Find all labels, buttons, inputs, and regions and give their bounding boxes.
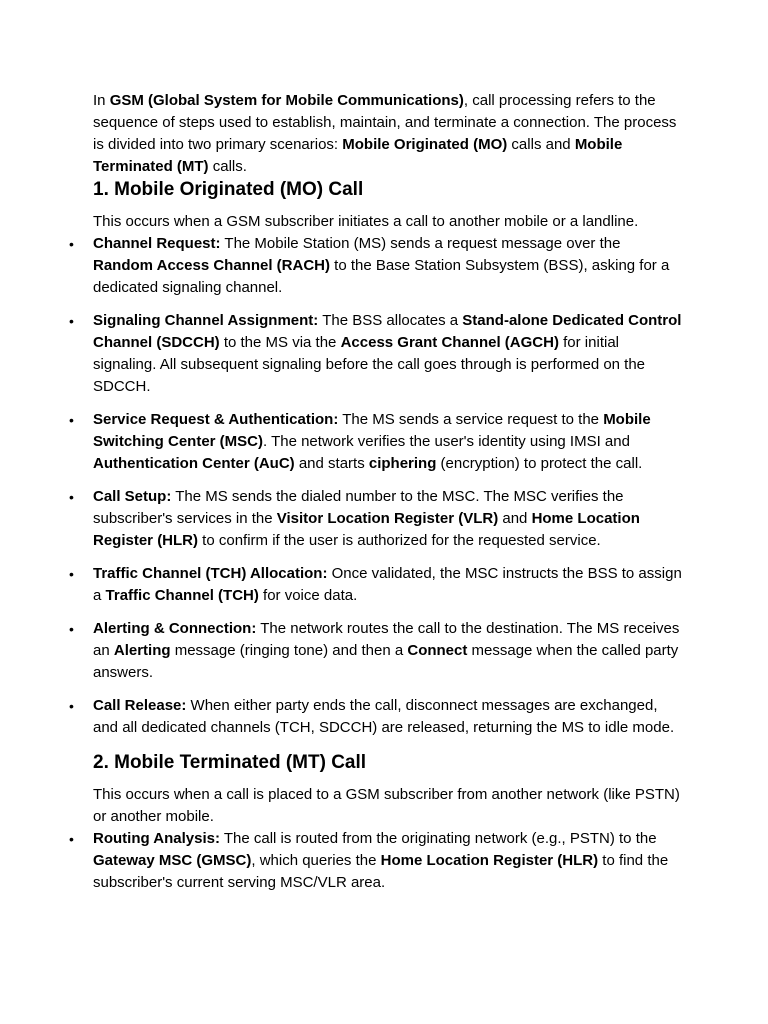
bold-text: Traffic Channel (TCH) Allocation: xyxy=(93,565,328,582)
text-run: calls. xyxy=(208,158,247,175)
bullet-list-mt xyxy=(69,828,683,894)
list-item xyxy=(69,486,683,552)
text-run: calls and xyxy=(507,136,575,153)
bold-text: Routing Analysis: xyxy=(93,830,220,847)
document-page xyxy=(69,90,683,905)
bold-text: Traffic Channel (TCH) xyxy=(105,587,259,604)
list-item xyxy=(69,409,683,475)
bold-text: Mobile Switching Center (MSC) xyxy=(93,411,651,450)
text-run: , call processing refers to the sequence of steps used to establish, maintain, and terminate a connection. The process is divided into two primary scenarios: xyxy=(93,92,677,153)
bullet-icon: • xyxy=(69,566,74,582)
text-run: The Mobile Station (MS) sends a request message over the xyxy=(220,235,621,252)
bold-text: Channel Request: xyxy=(93,235,221,252)
text-run: to the MS via the xyxy=(219,334,341,351)
section-heading-mt: 2. Mobile Terminated (MT) Call xyxy=(93,752,367,773)
text-run: The MS sends the dialed number to the MSC. The MSC verifies the subscriber's services in the xyxy=(93,488,624,527)
text-run: for initial signaling. All subsequent signaling before the call goes through is performed on the SDCCH. xyxy=(93,334,646,395)
text-run: Once validated, the MSC instructs the BSS to assign a xyxy=(93,565,682,604)
bullet-icon: • xyxy=(69,236,74,252)
section-description-mo: This occurs when a GSM subscriber initiates a call to another mobile or a landline. xyxy=(93,213,639,230)
list-item xyxy=(69,618,683,684)
bold-text: Alerting & Connection: xyxy=(93,620,257,637)
list-item xyxy=(69,563,683,607)
bold-text: Call Release: xyxy=(93,697,187,714)
list-item xyxy=(69,233,683,299)
bold-text: Authentication Center (AuC) xyxy=(93,455,295,472)
text-run: When either party ends the call, disconnect messages are exchanged, and all dedicated channels (TCH, SDCCH) are released, returning the MS to idle mode. xyxy=(93,697,675,736)
bold-text: Signaling Channel Assignment: xyxy=(93,312,319,329)
bold-text: Connect xyxy=(407,642,468,659)
text-run: to the Base Station Subsystem (BSS), asking for a dedicated signaling channel. xyxy=(93,257,670,296)
bullet-icon: • xyxy=(69,313,74,329)
text-run: , which queries the xyxy=(251,852,381,869)
bold-text: Mobile Originated (MO) xyxy=(342,136,508,153)
bullet-icon: • xyxy=(69,621,74,637)
list-item xyxy=(69,695,683,739)
text-run: The call is routed from the originating network (e.g., PSTN) to the xyxy=(219,830,657,847)
bold-text: Home Location Register (HLR) xyxy=(380,852,599,869)
text-run: and xyxy=(498,510,532,527)
text-run: . The network verifies the user's identity using IMSI and xyxy=(263,433,630,450)
text-run: and starts xyxy=(294,455,369,472)
list-item xyxy=(69,310,683,398)
bullet-icon: • xyxy=(69,489,74,505)
text-run: for voice data. xyxy=(258,587,358,604)
text-run: to confirm if the user is authorized for the requested service. xyxy=(198,532,601,549)
text-run: (encryption) to protect the call. xyxy=(436,455,643,472)
bold-text: Call Setup: xyxy=(93,488,172,505)
section-heading-mo: 1. Mobile Originated (MO) Call xyxy=(93,179,364,200)
bullet-icon: • xyxy=(69,412,74,428)
bold-text: Home Location Register (HLR) xyxy=(93,510,640,549)
bold-text: Mobile Terminated (MT) xyxy=(93,136,623,175)
text-run: In xyxy=(93,92,110,109)
bullet-icon: • xyxy=(69,698,74,714)
bullet-list-mo xyxy=(69,233,683,739)
bold-text: Service Request & Authentication: xyxy=(93,411,339,428)
bold-text: Gateway MSC (GMSC) xyxy=(93,852,252,869)
text-run: The BSS allocates a xyxy=(318,312,463,329)
text-run: message when the called party answers. xyxy=(93,642,679,681)
bold-text: Alerting xyxy=(113,642,171,659)
text-run: The network routes the call to the destination. The MS receives an xyxy=(93,620,680,659)
bold-text: Visitor Location Register (VLR) xyxy=(276,510,499,527)
text-run: The MS sends a service request to the xyxy=(338,411,604,428)
bold-text: ciphering xyxy=(368,455,437,472)
section-description-mt: This occurs when a call is placed to a GSM subscriber from another network (like PSTN) or another mobile. xyxy=(93,786,680,825)
bullet-icon: • xyxy=(69,831,74,847)
text-run: to find the subscriber's current serving MSC/VLR area. xyxy=(93,852,669,891)
bold-text: Stand-alone Dedicated Control Channel (SDCCH) xyxy=(93,312,682,351)
bold-text: Access Grant Channel (AGCH) xyxy=(340,334,559,351)
bold-text: GSM (Global System for Mobile Communications) xyxy=(109,92,464,109)
bold-text: Random Access Channel (RACH) xyxy=(93,257,330,274)
list-item xyxy=(69,828,683,894)
intro-paragraph xyxy=(93,90,683,178)
text-run: message (ringing tone) and then a xyxy=(170,642,408,659)
